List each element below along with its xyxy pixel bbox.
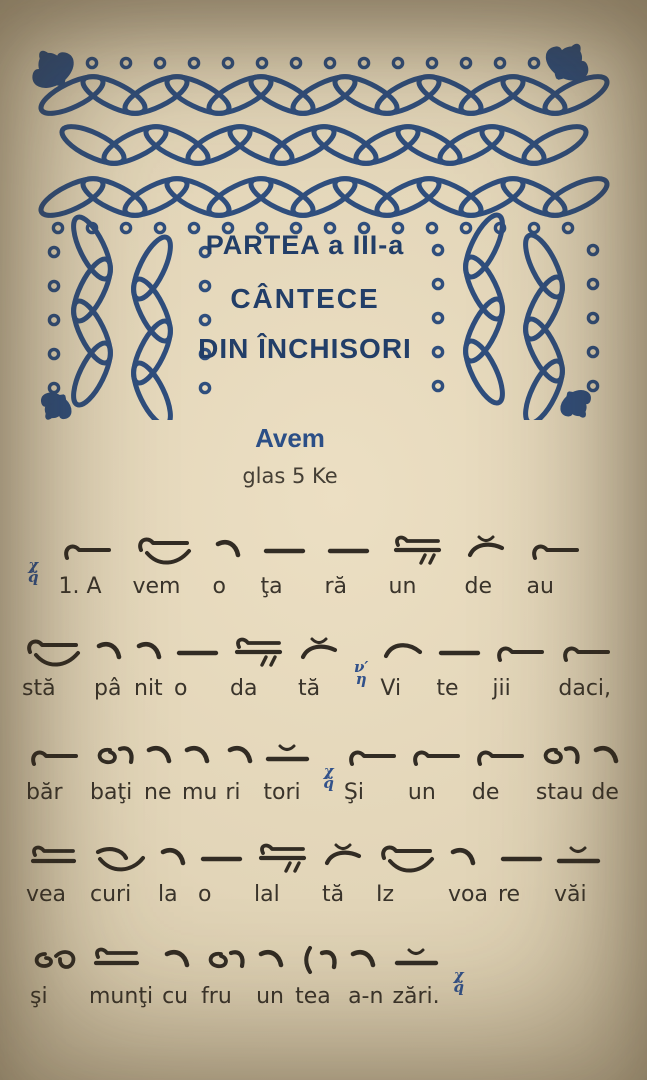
- syllable-cell: [325, 528, 371, 599]
- lyric-syllable: băr: [26, 780, 63, 805]
- oligon-breve-neume-icon: [263, 740, 313, 776]
- neume-group: [230, 630, 288, 672]
- apostrophos-neume-icon: [144, 740, 174, 776]
- song-title: Avem: [255, 423, 325, 453]
- lyric-syllable: tori: [263, 780, 301, 805]
- loop-comma-neume-icon: [536, 740, 582, 776]
- syllable-cell: [225, 734, 255, 805]
- syllable-cell: [261, 528, 307, 599]
- apostrophos-neume-icon: [256, 944, 286, 980]
- neume-group: [298, 630, 342, 672]
- lyric-syllable: 1. A: [58, 574, 102, 599]
- petasti-breve-neume-icon: [322, 842, 366, 878]
- neume-group: [26, 734, 82, 776]
- syllable-cell: [201, 938, 247, 1009]
- ison-neume-icon: [26, 740, 82, 776]
- notation-line-4: [26, 836, 604, 907]
- neume-group: [144, 734, 174, 776]
- neume-group: [94, 630, 124, 672]
- lyric-syllable: stau: [535, 780, 584, 805]
- neume-group: [198, 836, 244, 878]
- lyric-syllable: de: [471, 780, 500, 805]
- syllable-cell: [26, 836, 80, 907]
- neume-group: [376, 836, 438, 878]
- syllable-cell: [492, 630, 548, 701]
- lyric-syllable: zări.: [392, 984, 440, 1009]
- syllable-cell: [30, 938, 80, 1009]
- lyric-syllable: nit: [134, 676, 163, 701]
- syllable-cell: [376, 836, 438, 907]
- lyric-syllable: ţa: [260, 574, 283, 599]
- neume-group: [256, 938, 286, 980]
- syllable-cell: [90, 734, 136, 805]
- neume-group: [591, 734, 621, 776]
- lyric-syllable: şi: [30, 984, 48, 1009]
- lyric-syllable: voa: [448, 882, 488, 907]
- syllable-cell: [59, 528, 115, 599]
- syllable-cell: [158, 836, 188, 907]
- oligon-breve-neume-icon: [554, 842, 604, 878]
- lyric-syllable: ne: [144, 780, 172, 805]
- neume-group: [448, 836, 478, 878]
- lyric-syllable: tă: [322, 882, 345, 907]
- lyric-syllable: o: [174, 676, 188, 701]
- lyric-syllable: a-n: [348, 984, 384, 1009]
- apostrophos-neume-icon: [213, 534, 243, 570]
- syllable-cell: [182, 734, 217, 805]
- neume-group: [90, 734, 136, 776]
- section-title: CÂNTECE: [230, 283, 380, 314]
- syllable-cell: [298, 630, 342, 701]
- neume-group: [26, 836, 80, 878]
- ison-neume-icon: [344, 740, 400, 776]
- martyria-top-char: χ: [453, 965, 464, 984]
- petasti-breve-neume-icon: [465, 534, 509, 570]
- lyric-syllable: Şi: [343, 780, 364, 805]
- apostrophos-neume-icon: [591, 740, 621, 776]
- martyria-bottom-char: q̈: [453, 978, 464, 997]
- neume-group: [261, 528, 307, 570]
- neume-group: [392, 938, 442, 980]
- slash-comma-neume-icon: [295, 944, 339, 980]
- neume-group: [472, 734, 528, 776]
- apostrophos-neume-icon: [134, 636, 164, 672]
- syllable-cell: [498, 836, 544, 907]
- syllable-cell: [448, 836, 488, 907]
- ison-swoosh-neume-icon: [133, 534, 195, 570]
- neume-group: [344, 734, 400, 776]
- syllable-cell: [554, 836, 604, 907]
- oligon-neume-icon: [498, 842, 544, 878]
- lyric-syllable: stă: [22, 676, 56, 701]
- apostrophos-neume-icon: [182, 740, 212, 776]
- lyric-syllable: de: [464, 574, 492, 599]
- neume-group: [554, 836, 604, 878]
- lyric-syllable: au: [526, 574, 554, 599]
- lyric-syllable: te: [436, 676, 459, 701]
- part-title: PARTEA a III-a: [205, 230, 405, 260]
- lyric-syllable: văi: [553, 882, 587, 907]
- syllable-cell: [90, 836, 148, 907]
- neume-group: [536, 734, 582, 776]
- syllable-cell: [26, 734, 82, 805]
- lyric-syllable: un: [407, 780, 436, 805]
- syllable-cell: [389, 528, 447, 599]
- syllable-cell: [263, 734, 313, 805]
- syllable-cell: [408, 734, 464, 805]
- lyric-syllable: ră: [324, 574, 348, 599]
- neume-group: [498, 836, 544, 878]
- lyric-syllable: o: [212, 574, 226, 599]
- swoosh-comma-neume-icon: [90, 842, 148, 878]
- ison-swoosh-neume-icon: [22, 636, 84, 672]
- double-oligon-neume-icon: [26, 842, 80, 878]
- ison-neume-icon: [59, 534, 115, 570]
- lyric-syllable: ri: [225, 780, 241, 805]
- martyria-ni: [352, 630, 370, 689]
- syllable-cell: [22, 630, 84, 701]
- neume-group: [89, 938, 143, 980]
- syllable-cell: [536, 734, 584, 805]
- syllable-cell: [162, 938, 192, 1009]
- syllable-cell: [322, 836, 366, 907]
- syllable-cell: [380, 630, 426, 701]
- syllable-cell: [89, 938, 153, 1009]
- lyric-syllable: de: [591, 780, 619, 805]
- double-oligon-diple-neume-icon: [254, 842, 312, 878]
- syllable-cell: [198, 836, 244, 907]
- neume-group: [263, 734, 313, 776]
- neume-group: [22, 630, 84, 672]
- syllable-cell: [591, 734, 621, 805]
- lyric-syllable: un: [388, 574, 417, 599]
- oligon-neume-icon: [198, 842, 244, 878]
- lyric-syllable: curi: [90, 882, 132, 907]
- neume-group: [322, 836, 366, 878]
- syllable-cell: [295, 938, 339, 1009]
- double-oligon-neume-icon: [89, 944, 143, 980]
- petasti-breve-neume-icon: [298, 636, 342, 672]
- neume-group: [295, 938, 339, 980]
- lyric-syllable: cu: [162, 984, 189, 1009]
- lyric-syllable: Iz: [376, 882, 395, 907]
- notation-line-2: [22, 630, 614, 701]
- oligon-neume-icon: [261, 534, 307, 570]
- loop-comma-neume-icon: [201, 944, 247, 980]
- ison-swoosh-neume-icon: [376, 842, 438, 878]
- neume-group: [492, 630, 548, 672]
- neume-group: [465, 528, 509, 570]
- neume-group: [325, 528, 371, 570]
- syllable-cell: [344, 734, 400, 805]
- apostrophos-neume-icon: [225, 740, 255, 776]
- syllable-cell: [254, 836, 312, 907]
- neume-group: [133, 528, 195, 570]
- neume-group: [30, 938, 80, 980]
- lyric-syllable: un: [256, 984, 284, 1009]
- ison-neume-icon: [558, 636, 614, 672]
- syllable-cell: [230, 630, 288, 701]
- syllable-cell: [465, 528, 509, 599]
- syllable-cell: [144, 734, 174, 805]
- syllable-cell: [348, 938, 383, 1009]
- lyric-syllable: lal: [254, 882, 280, 907]
- martyria-top-char: χ: [28, 555, 39, 574]
- apostrophos-neume-icon: [348, 944, 378, 980]
- neume-group: [348, 938, 378, 980]
- apostrophos-neume-icon: [448, 842, 478, 878]
- neume-group: [225, 734, 255, 776]
- martyria-top-char: χ: [323, 761, 334, 780]
- lyric-syllable: da: [230, 676, 258, 701]
- syllable-cell: [527, 528, 583, 599]
- oligon-breve-neume-icon: [392, 944, 442, 980]
- notation-line-1: [26, 528, 583, 599]
- double-oligon-diple-neume-icon: [389, 534, 447, 570]
- lyric-syllable: re: [497, 882, 521, 907]
- lyric-syllable: tea: [295, 984, 331, 1009]
- neume-group: [201, 938, 247, 980]
- syllable-cell: [472, 734, 528, 805]
- syllable-cell: [558, 630, 614, 701]
- lyric-syllable: fru: [201, 984, 232, 1009]
- martyria-top-char: ν′: [354, 657, 369, 676]
- lyric-syllable: vea: [26, 882, 67, 907]
- lyric-syllable: la: [158, 882, 178, 907]
- lyric-syllable: munţi: [89, 984, 154, 1009]
- lyric-syllable: vem: [132, 574, 181, 599]
- neume-group: [254, 836, 312, 878]
- neume-group: [134, 630, 164, 672]
- neume-group: [59, 528, 115, 570]
- neume-group: [527, 528, 583, 570]
- martyria-bottom-char: η: [355, 670, 367, 689]
- double-oligon-diple-neume-icon: [230, 636, 288, 672]
- lyric-syllable: mu: [182, 780, 218, 805]
- oligon-neume-icon: [436, 636, 482, 672]
- neume-group: [213, 528, 243, 570]
- syllable-cell: [436, 630, 482, 701]
- ison-neume-icon: [492, 636, 548, 672]
- syllable-cell: [134, 630, 164, 701]
- martyria-ke: [26, 528, 41, 587]
- ison-neume-icon: [527, 534, 583, 570]
- lyric-syllable: pâ: [94, 676, 122, 701]
- neume-group: [389, 528, 447, 570]
- ison-neume-icon: [408, 740, 464, 776]
- ison-neume-icon: [472, 740, 528, 776]
- oligon-neume-icon: [174, 636, 220, 672]
- syllable-cell: [133, 528, 195, 599]
- lyric-syllable: daci,: [558, 676, 612, 701]
- notation-line-5: [30, 938, 466, 1009]
- syllable-cell: [256, 938, 286, 1009]
- notation-line-3: [26, 734, 621, 805]
- mode-indication: glas 5 Ke: [242, 464, 338, 488]
- apostrophos-neume-icon: [162, 944, 192, 980]
- section-subtitle: DIN ÎNCHISORI: [198, 333, 412, 364]
- neume-group: [182, 734, 212, 776]
- syllable-cell: [94, 630, 124, 701]
- syllable-cell: [392, 938, 442, 1009]
- neume-group: [380, 630, 426, 672]
- neume-group: [90, 836, 148, 878]
- lyric-syllable: o: [198, 882, 212, 907]
- apostrophos-neume-icon: [94, 636, 124, 672]
- loop-comma-neume-icon: [90, 740, 136, 776]
- martyria-bottom-char: q̈: [323, 774, 334, 793]
- syllable-cell: [174, 630, 220, 701]
- lyric-syllable: jii: [492, 676, 511, 701]
- neume-group: [436, 630, 482, 672]
- curl-knot-neume-icon: [30, 944, 80, 980]
- neume-group: [558, 630, 614, 672]
- arch-neume-icon: [380, 636, 426, 672]
- syllable-cell: [213, 528, 243, 599]
- oligon-neume-icon: [325, 534, 371, 570]
- lyric-syllable: tă: [298, 676, 321, 701]
- martyria-bottom-char: q̈: [28, 568, 39, 587]
- lyric-syllable: baţi: [90, 780, 133, 805]
- apostrophos-neume-icon: [158, 842, 188, 878]
- neume-group: [162, 938, 192, 980]
- martyria-ke: [451, 938, 466, 997]
- neume-group: [158, 836, 188, 878]
- martyria-ke: [321, 734, 336, 793]
- neume-group: [174, 630, 220, 672]
- neume-group: [408, 734, 464, 776]
- lyric-syllable: Vi: [380, 676, 402, 701]
